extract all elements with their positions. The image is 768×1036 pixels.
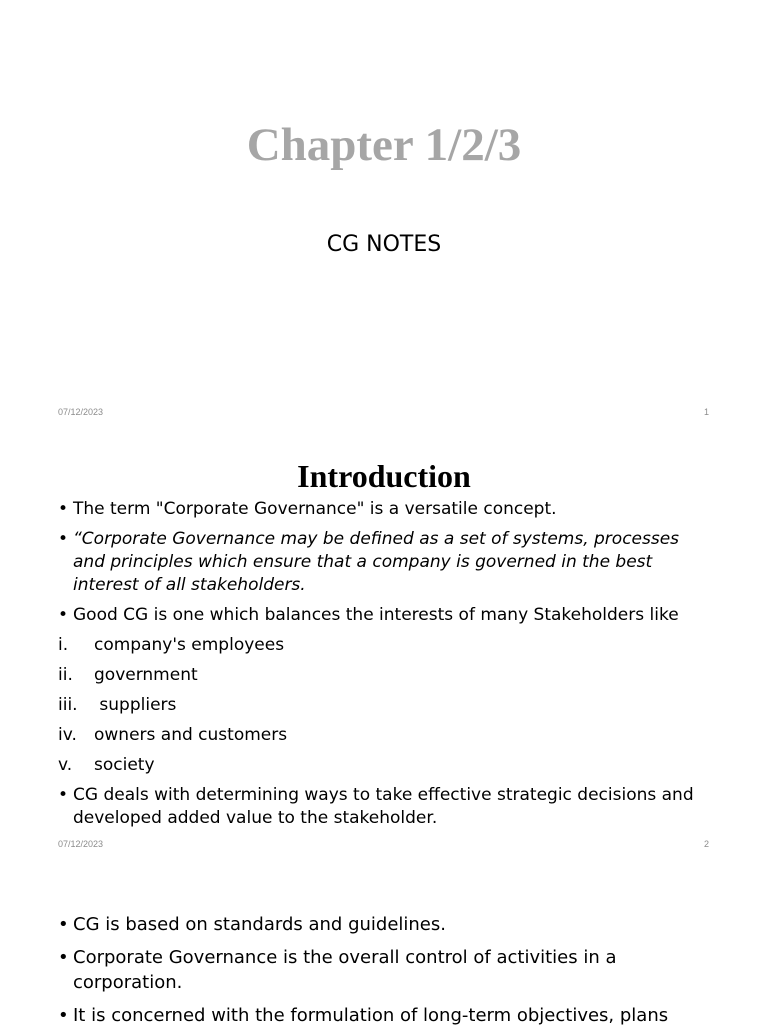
slide-1 bbox=[0, 0, 768, 432]
bullet-item: • It is concerned with the formulation of long-term objectives, plans bbox=[58, 1003, 712, 1028]
bullet-item: • CG is based on standards and guidelines. bbox=[58, 912, 712, 937]
numbered-item bbox=[58, 634, 712, 657]
bullet-item-definition: • “Corporate Governance may be defined as a set of systems, processes and principles which ensure that a company is governed in the best interest of all stakeholders. bbox=[58, 528, 712, 597]
item-text: company's employees bbox=[94, 635, 285, 655]
bullet-list bbox=[58, 912, 712, 1036]
numbered-item bbox=[58, 664, 712, 687]
item-text: society bbox=[94, 755, 155, 775]
item-text: owners and customers bbox=[94, 725, 288, 745]
bullet-list bbox=[58, 498, 712, 837]
slide-title: Chapter 1/2/3 bbox=[246, 119, 522, 171]
numbered-item bbox=[58, 754, 712, 777]
slide-date: 07/12/2023 bbox=[58, 839, 104, 849]
slide-title: Introduction bbox=[297, 458, 471, 494]
bullet-item: • Good CG is one which balances the interests of many Stakeholders like bbox=[58, 604, 712, 627]
slide-subtitle: CG NOTES bbox=[326, 232, 442, 257]
numbered-item bbox=[58, 724, 712, 747]
slide-number: 2 bbox=[703, 839, 709, 849]
item-text: suppliers bbox=[94, 695, 177, 715]
numbered-item bbox=[58, 694, 712, 717]
bullet-item: • Corporate Governance is the overall control of activities in a corporation. bbox=[58, 945, 712, 995]
slide-date: 07/12/2023 bbox=[58, 407, 104, 417]
item-number: v. bbox=[58, 755, 73, 775]
slide-number: 1 bbox=[703, 407, 709, 417]
slide-3 bbox=[0, 864, 768, 1024]
item-number: iii. bbox=[58, 695, 78, 715]
item-number: i. bbox=[58, 635, 69, 655]
item-number: ii. bbox=[58, 665, 73, 685]
item-number: iv. bbox=[58, 725, 77, 745]
item-text: government bbox=[94, 665, 198, 685]
bullet-item: • The term "Corporate Governance" is a versatile concept. bbox=[58, 498, 712, 521]
bullet-item: • CG deals with determining ways to take effective strategic decisions and developed added value to the stakeholder. bbox=[58, 784, 712, 830]
slide-2 bbox=[0, 432, 768, 864]
